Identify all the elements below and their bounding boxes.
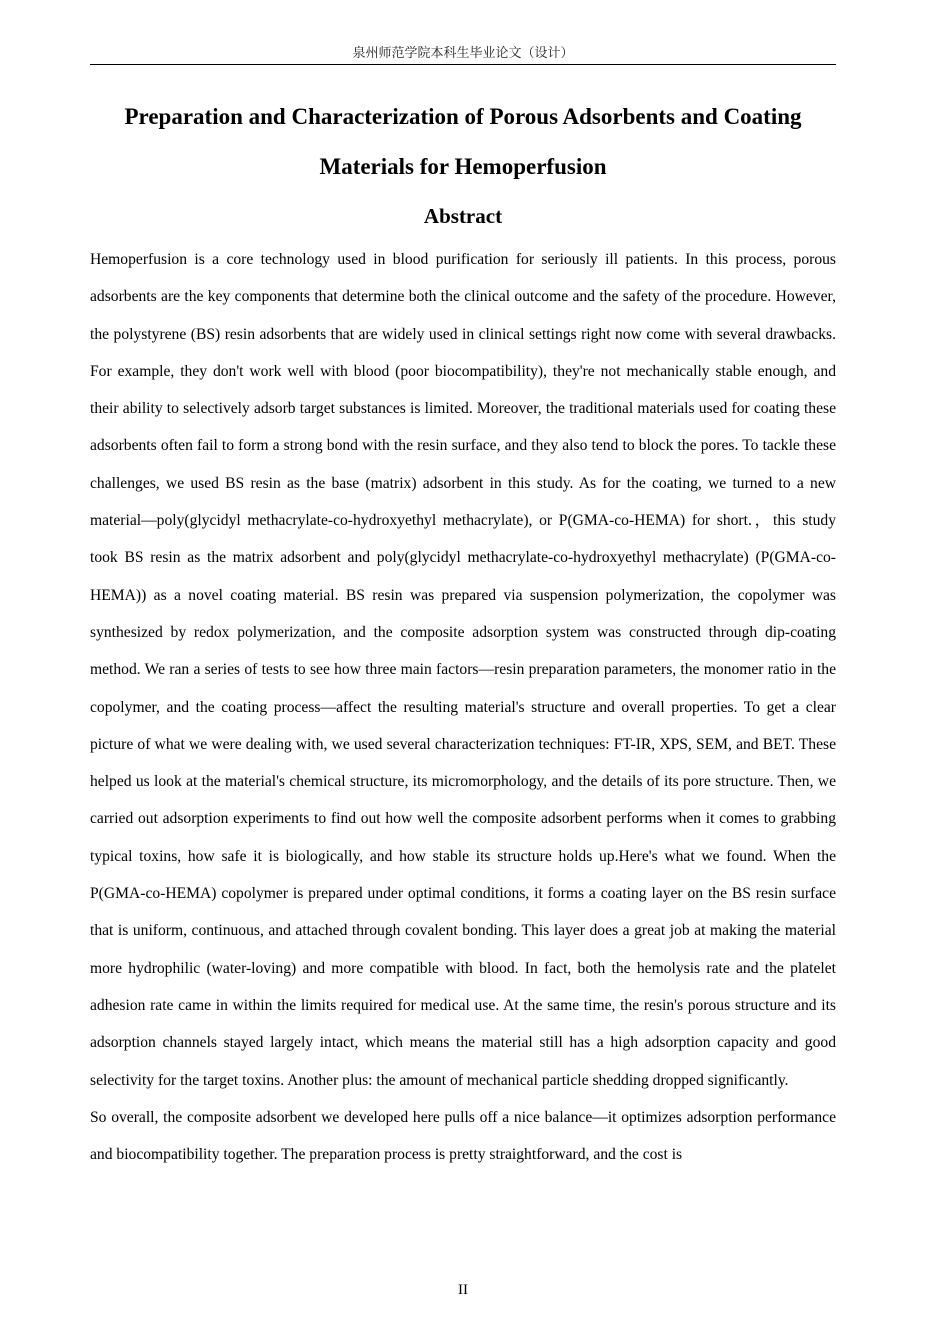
thesis-title: Preparation and Characterization of Porous Adsorbents and Coating Materials for Hemoperfusion	[124, 104, 802, 179]
abstract-paragraph: Hemoperfusion is a core technology used in blood purification for seriously ill patients. In this process, porous adsorbents are the key components that determine both the clinical outcome and the safety of the procedure. However, the polystyrene (BS) resin adsorbents that are widely used in clinical settings right now come with several drawbacks. For example, they don't work well with blood (poor biocompatibility), they're not mechanically stable enough, and their ability to selectively adsorb target substances is limited. Moreover, the traditional materials used for coating these adsorbents often fail to form a strong bond with the resin surface, and they also tend to block the pores. To tackle these challenges, we used BS resin as the base (matrix) adsorbent in this study. As for the coating, we turned to a new material—poly(glycidyl methacrylate-co-hydroxyethyl methacrylate), or P(GMA-co-HEMA) for short.，this study took BS resin as the matrix adsorbent and poly(glycidyl methacrylate-co-hydroxyethyl methacrylate) (P(GMA-co-HEMA)) as a novel coating material. BS resin was prepared via suspension polymerization, the copolymer was synthesized by redox polymerization, and the composite adsorption system was constructed through dip-coating method. We ran a series of tests to see how three main factors—resin preparation parameters, the monomer ratio in the copolymer, and the coating process—affect the resulting material's structure and overall properties. To get a clear picture of what we were dealing with, we used several characterization techniques: FT-IR, XPS, SEM, and BET. These helped us look at the material's chemical structure, its micromorphology, and the details of its pore structure. Then, we carried out adsorption experiments to find out how well the composite adsorbent performs when it comes to grabbing typical toxins, how safe it is biologically, and how stable its structure holds up.Here's what we found. When the P(GMA-co-HEMA) copolymer is prepared under optimal conditions, it forms a coating layer on the BS resin surface that is uniform, continuous, and attached through covalent bonding. This layer does a great job at making the material more hydrophilic (water-loving) and more compatible with blood. In fact, both the hemolysis rate and the platelet adhesion rate came in within the limits required for medical use. At the same time, the resin's porous structure and its adsorption channels stayed largely intact, which means the material still has a high adsorption capacity and good selectivity for the target toxins. Another plus: the amount of mechanical particle shedding dropped significantly.	[90, 251, 836, 1089]
running-header: 泉州师范学院本科生毕业论文（设计）	[352, 46, 574, 61]
page-number: II	[458, 1282, 468, 1298]
abstract-paragraph: So overall, the composite adsorbent we developed here pulls off a nice balance—it optimizes adsorption performance and biocompatibility together. The preparation process is pretty straightforward, and the cost is	[90, 1108, 836, 1164]
abstract-heading: Abstract	[423, 204, 503, 228]
abstract-body	[90, 241, 836, 1173]
header-rule	[90, 64, 836, 65]
